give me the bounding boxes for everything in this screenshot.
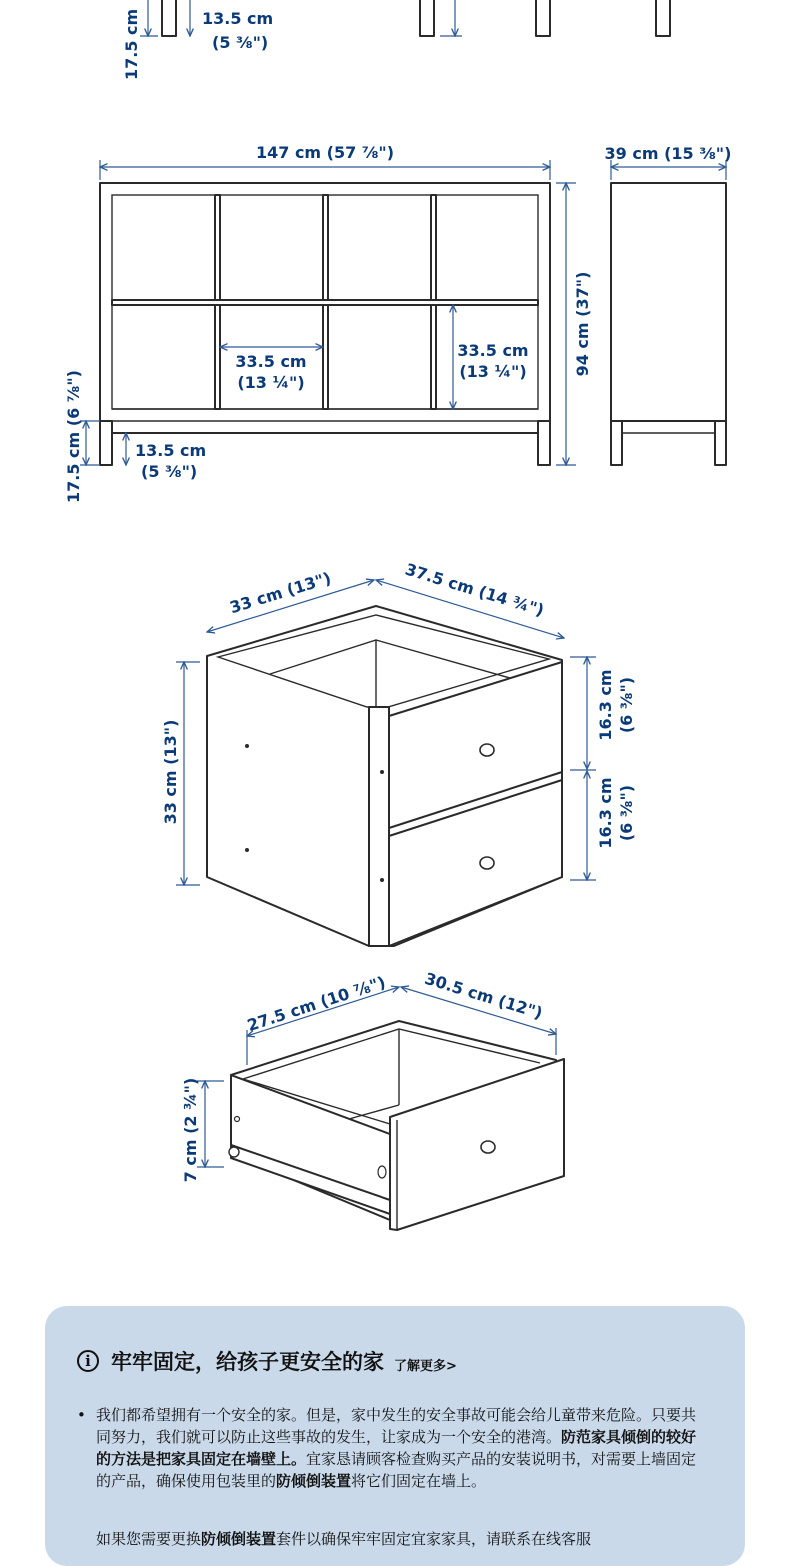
leg-gap-label: 13.5 cm: [135, 441, 207, 460]
insert-height-label: 33 cm (13"): [161, 719, 180, 825]
shelf-middle: [112, 300, 538, 305]
shelf-leg-right: [538, 421, 550, 465]
partial-leg-left: [162, 0, 176, 36]
side-leg-back: [715, 421, 726, 465]
drawer-bottom-height-label: 16.3 cm: [596, 777, 615, 849]
partial-gap-label-in: (5 ⅜"): [212, 33, 269, 52]
safety-notice-panel: [45, 1306, 745, 1566]
drawer-insert-view: [161, 560, 636, 946]
screw-hole: [380, 770, 384, 774]
safety-text-bold: 防倾倒装置: [201, 1530, 277, 1548]
partial-height-label: 17.5 cm: [122, 8, 141, 80]
safety-heading: 牢牢固定，给孩子更安全的家: [111, 1350, 384, 1374]
partial-leg: [420, 0, 434, 36]
safety-title-row: [77, 1346, 457, 1376]
leg-gap-label-in: (5 ⅜"): [141, 462, 198, 481]
single-drawer-view: [181, 969, 564, 1230]
screw-hole: [245, 848, 249, 852]
safety-list: [77, 1404, 705, 1492]
safety-paragraph-1: [77, 1404, 705, 1492]
bullet-point: •: [77, 1406, 86, 1424]
insert-width-label: 33 cm (13"): [227, 568, 334, 618]
partial-leg-right: [656, 0, 670, 36]
safety-text: 如果您需要更换: [96, 1530, 202, 1548]
top-partial-view: [122, 0, 670, 80]
learn-more-link[interactable]: 了解更多>: [394, 1358, 457, 1374]
drawer-knob: [480, 744, 494, 756]
insert-front-frame: [369, 707, 389, 946]
safety-text: 我们都希望拥有一个安全的家。但是，家中发生的安全事故可能会给儿童带来危险。只要共同努力，我们就可以防止这些事故的发生，让家成为一个安全的港湾。: [96, 1406, 697, 1446]
drawer-top-height-label-in: (6 ⅜"): [617, 676, 636, 734]
safety-paragraph-2: [96, 1528, 716, 1550]
partial-gap-label: 13.5 cm: [202, 9, 274, 28]
safety-text: 将它们固定在墙上。: [351, 1472, 487, 1490]
shelf-leg-left: [100, 421, 112, 465]
screw-hole: [245, 744, 249, 748]
drawer-height-label: 7 cm (2 ¾"): [181, 1077, 200, 1183]
screw-hole: [380, 878, 384, 882]
side-leg-front: [611, 421, 622, 465]
info-icon: i: [77, 1350, 99, 1372]
cube-width-label-in: (13 ¼"): [237, 373, 305, 392]
drawer-width-label: 27.5 cm (10 ⅞"): [244, 972, 388, 1036]
safety-text: 宜家恳请顾客检查购买产品的安装说明书，对需要上墙固定的产品，确保使用包装里的: [96, 1450, 697, 1490]
drawer-depth-label: 30.5 cm (12"): [422, 968, 545, 1023]
screw-hole: [378, 1166, 386, 1178]
drawer-bottom-height-label-in: (6 ⅜"): [617, 784, 636, 842]
safety-text: 套件以确保牢牢固定宜家家具，请联系在线客服: [276, 1530, 592, 1548]
cube-width-label: 33.5 cm: [235, 352, 307, 371]
insert-depth-label: 37.5 cm (14 ¾"): [402, 559, 547, 620]
safety-text-bold: 防范家具倾倒的较好的方法是把家具固定在墙壁上。: [96, 1428, 697, 1468]
cube-height-label: 33.5 cm: [457, 341, 529, 360]
screw-hole: [235, 1117, 240, 1122]
front-height-label: 94 cm (37"): [573, 271, 592, 377]
shelf-side-view: [605, 144, 732, 465]
leg-height-label: 17.5 cm (6 ⅞"): [64, 370, 83, 503]
front-width-label: 147 cm (57 ⅞"): [255, 143, 395, 162]
cube-height-label-in: (13 ¼"): [459, 362, 527, 381]
shelf-front-view: [64, 143, 592, 503]
partial-leg: [536, 0, 550, 36]
drawer-knob: [480, 857, 494, 869]
side-panel: [611, 183, 726, 421]
safety-text-bold: 防倾倒装置: [276, 1472, 352, 1490]
runner-wheel: [229, 1147, 239, 1157]
drawer-top-height-label: 16.3 cm: [596, 669, 615, 741]
drawer-knob: [481, 1141, 495, 1153]
side-depth-label: 39 cm (15 ⅜"): [604, 144, 732, 163]
